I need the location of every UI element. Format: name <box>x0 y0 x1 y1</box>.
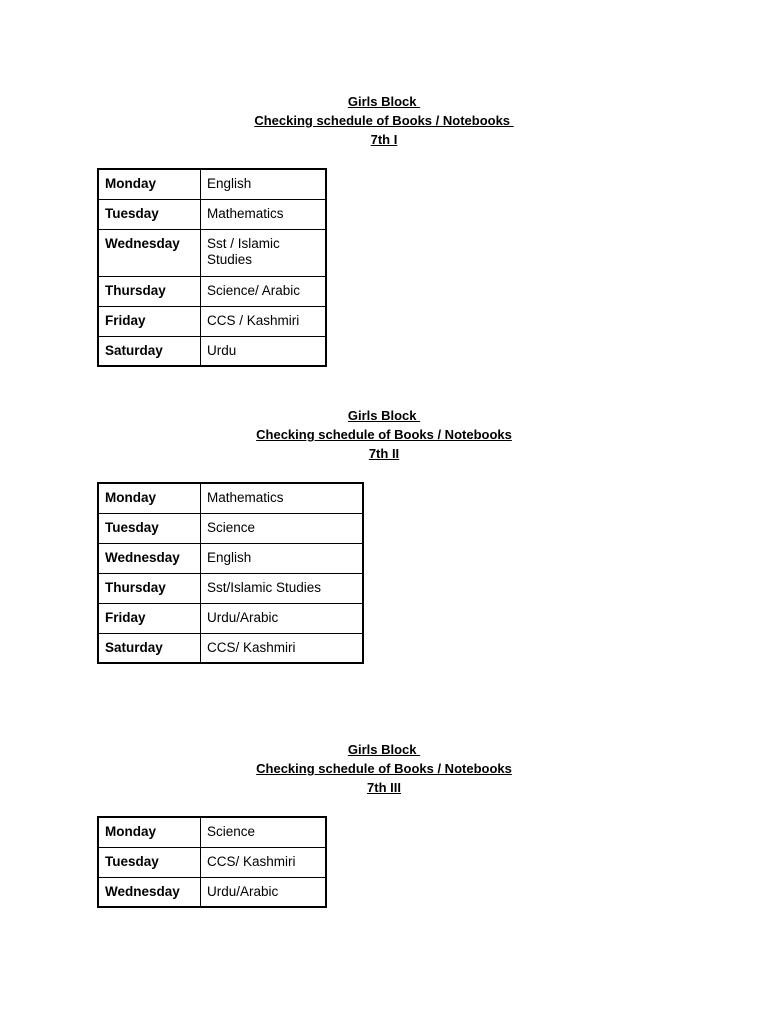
schedule-title: Checking schedule of Books / Notebooks <box>256 427 512 442</box>
table-row <box>98 513 363 543</box>
day-cell: Wednesday <box>98 229 201 276</box>
schedule-table <box>97 168 327 367</box>
section-heading <box>0 740 768 797</box>
block-title: Girls Block <box>347 742 421 757</box>
day-cell: Monday <box>98 483 201 513</box>
subject-cell: Urdu/Arabic <box>201 603 364 633</box>
day-cell: Friday <box>98 603 201 633</box>
table-row <box>98 573 363 603</box>
table-row <box>98 633 363 663</box>
subject-cell: Sst / Islamic Studies <box>201 229 327 276</box>
schedule-title: Checking schedule of Books / Notebooks <box>254 113 514 128</box>
table-row <box>98 877 326 907</box>
subject-cell: Science <box>201 817 327 847</box>
table-row <box>98 169 326 199</box>
table-row <box>98 276 326 306</box>
table-row <box>98 306 326 336</box>
subject-cell: Sst/Islamic Studies <box>201 573 364 603</box>
day-cell: Saturday <box>98 633 201 663</box>
day-cell: Tuesday <box>98 199 201 229</box>
subject-cell: CCS / Kashmiri <box>201 306 327 336</box>
day-cell: Monday <box>98 817 201 847</box>
class-title: 7th I <box>370 132 398 147</box>
block-title: Girls Block <box>347 94 421 109</box>
day-cell: Thursday <box>98 573 201 603</box>
subject-cell: Urdu/Arabic <box>201 877 327 907</box>
class-title: 7th III <box>367 780 401 795</box>
block-title: Girls Block <box>347 408 421 423</box>
subject-cell: English <box>201 169 327 199</box>
day-cell: Monday <box>98 169 201 199</box>
subject-cell: CCS/ Kashmiri <box>201 633 364 663</box>
day-cell: Saturday <box>98 336 201 366</box>
table-row <box>98 543 363 573</box>
subject-cell: Science/ Arabic <box>201 276 327 306</box>
day-cell: Wednesday <box>98 543 201 573</box>
day-cell: Tuesday <box>98 847 201 877</box>
table-row <box>98 199 326 229</box>
schedule-table <box>97 482 364 664</box>
class-title: 7th II <box>368 446 400 461</box>
subject-cell: CCS/ Kashmiri <box>201 847 327 877</box>
day-cell: Wednesday <box>98 877 201 907</box>
day-cell: Thursday <box>98 276 201 306</box>
schedule-title: Checking schedule of Books / Notebooks <box>256 761 512 776</box>
subject-cell: Mathematics <box>201 199 327 229</box>
table-row <box>98 847 326 877</box>
day-cell: Friday <box>98 306 201 336</box>
table-row <box>98 483 363 513</box>
table-row <box>98 229 326 276</box>
subject-cell: English <box>201 543 364 573</box>
table-row <box>98 817 326 847</box>
subject-cell: Mathematics <box>201 483 364 513</box>
section-heading <box>0 406 768 463</box>
table-row <box>98 336 326 366</box>
day-cell: Tuesday <box>98 513 201 543</box>
table-row <box>98 603 363 633</box>
section-heading <box>0 92 768 149</box>
schedule-table <box>97 816 327 908</box>
subject-cell: Urdu <box>201 336 327 366</box>
subject-cell: Science <box>201 513 364 543</box>
